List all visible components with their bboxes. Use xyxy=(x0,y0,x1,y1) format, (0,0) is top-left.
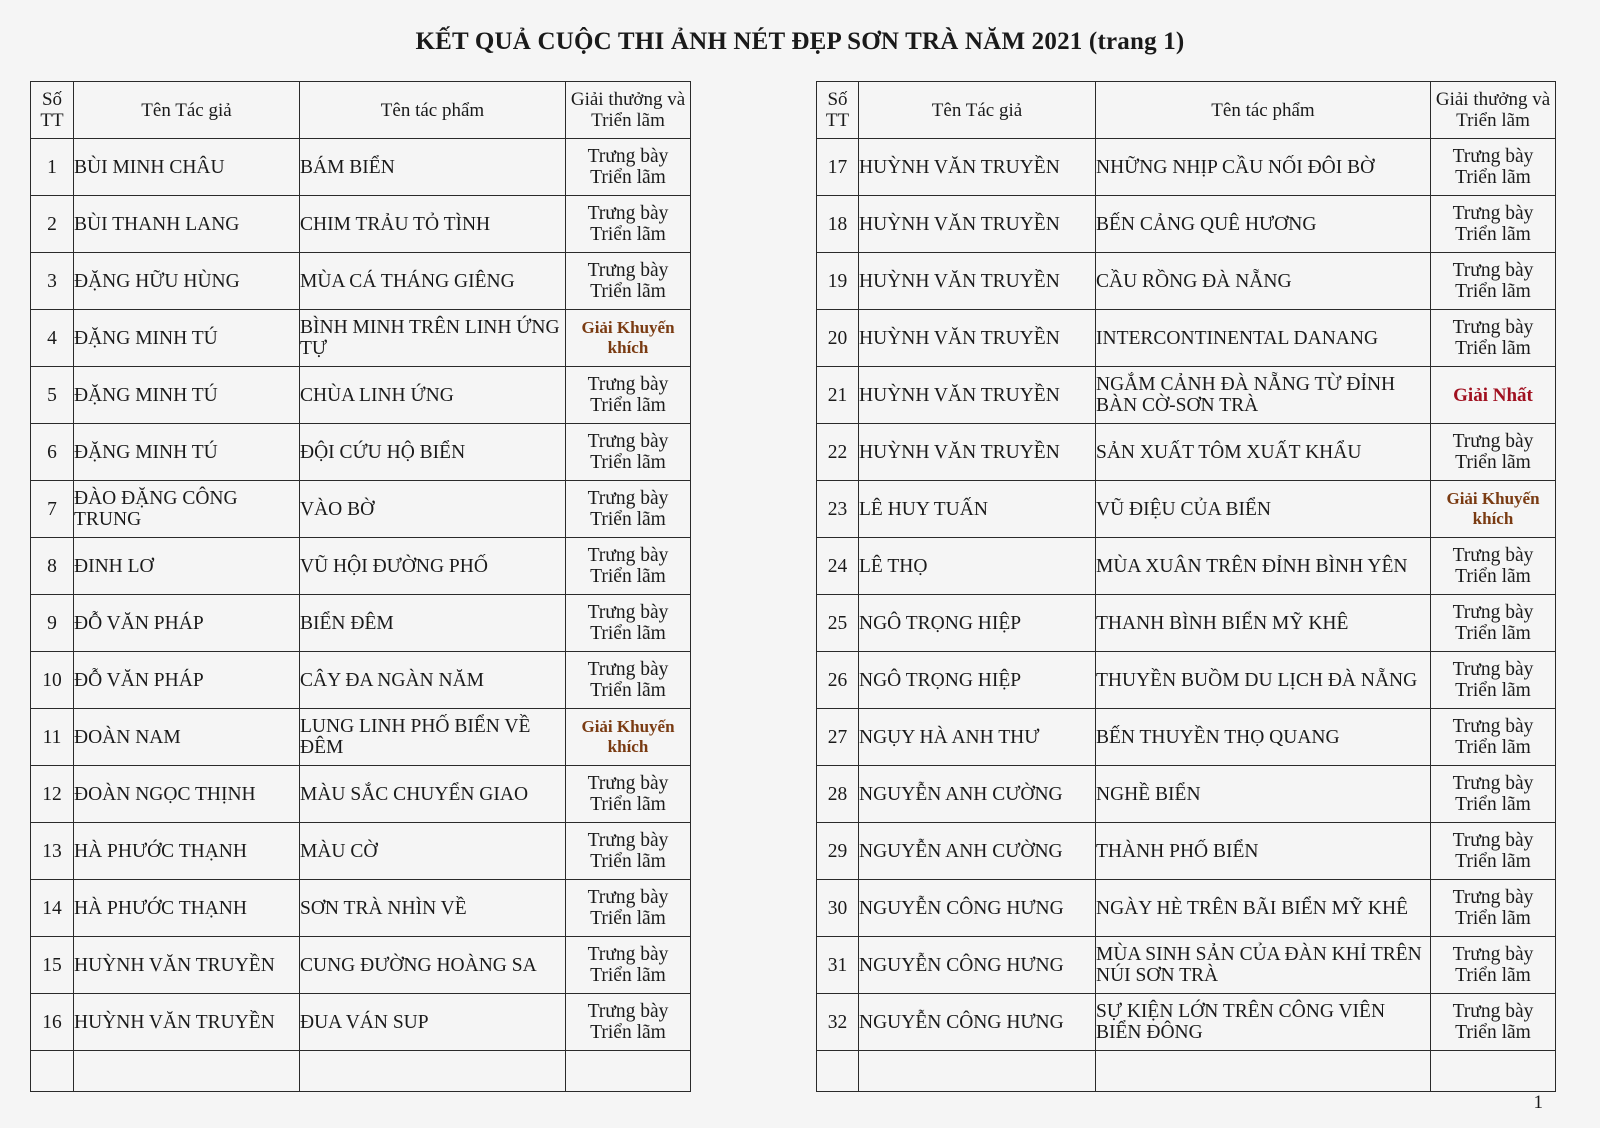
cell-stt: 32 xyxy=(817,994,859,1051)
table-row xyxy=(31,538,691,595)
cell-award: Trưng bày Triển lãm xyxy=(566,196,691,253)
cell-work: THÀNH PHỐ BIỂN xyxy=(1096,823,1431,880)
cell-stt: 2 xyxy=(31,196,74,253)
cell-author: ĐINH LƠ xyxy=(74,538,300,595)
table-row xyxy=(31,139,691,196)
cell-author: HUỲNH VĂN TRUYỀN xyxy=(859,139,1096,196)
table-row xyxy=(31,994,691,1051)
cell-work: CÂY ĐA NGÀN NĂM xyxy=(300,652,566,709)
cell-author: ĐOÀN NAM xyxy=(74,709,300,766)
cell-stt: 27 xyxy=(817,709,859,766)
cell-author: HUỲNH VĂN TRUYỀN xyxy=(859,196,1096,253)
header-work: Tên tác phẩm xyxy=(1096,82,1431,139)
cell-stt: 11 xyxy=(31,709,74,766)
table-row xyxy=(817,595,1556,652)
cell-author: NGÔ TRỌNG HIỆP xyxy=(859,652,1096,709)
cell-stt: 10 xyxy=(31,652,74,709)
cell-author: LÊ THỌ xyxy=(859,538,1096,595)
cell-work: BIỂN ĐÊM xyxy=(300,595,566,652)
empty-cell xyxy=(300,1051,566,1092)
cell-author: NGUYỄN ANH CƯỜNG xyxy=(859,766,1096,823)
cell-award: Giải Khuyến khích xyxy=(1431,481,1556,538)
cell-award: Trưng bày Triển lãm xyxy=(1431,709,1556,766)
cell-work: NGHỀ BIỂN xyxy=(1096,766,1431,823)
empty-cell xyxy=(74,1051,300,1092)
results-table-left xyxy=(30,81,691,1092)
table-row xyxy=(31,367,691,424)
table-row xyxy=(817,937,1556,994)
header-work: Tên tác phẩm xyxy=(300,82,566,139)
cell-stt: 17 xyxy=(817,139,859,196)
cell-stt: 23 xyxy=(817,481,859,538)
cell-work: BÌNH MINH TRÊN LINH ỨNG TỰ xyxy=(300,310,566,367)
cell-work: NGÀY HÈ TRÊN BÃI BIỂN MỸ KHÊ xyxy=(1096,880,1431,937)
cell-stt: 18 xyxy=(817,196,859,253)
cell-stt: 22 xyxy=(817,424,859,481)
table-row xyxy=(31,823,691,880)
cell-author: BÙI MINH CHÂU xyxy=(74,139,300,196)
table-row xyxy=(817,880,1556,937)
cell-author: NGUYỄN CÔNG HƯNG xyxy=(859,937,1096,994)
cell-stt: 4 xyxy=(31,310,74,367)
cell-work: VŨ HỘI ĐƯỜNG PHỐ xyxy=(300,538,566,595)
cell-author: HUỲNH VĂN TRUYỀN xyxy=(859,253,1096,310)
cell-author: NGÔ TRỌNG HIỆP xyxy=(859,595,1096,652)
table-row xyxy=(817,766,1556,823)
cell-author: ĐẶNG MINH TÚ xyxy=(74,310,300,367)
cell-award: Trưng bày Triển lãm xyxy=(1431,937,1556,994)
cell-work: CUNG ĐƯỜNG HOÀNG SA xyxy=(300,937,566,994)
cell-award: Trưng bày Triển lãm xyxy=(566,595,691,652)
cell-author: ĐOÀN NGỌC THỊNH xyxy=(74,766,300,823)
empty-row xyxy=(817,1051,1556,1092)
table-row xyxy=(31,937,691,994)
table-row xyxy=(817,367,1556,424)
cell-award: Giải Nhất xyxy=(1431,367,1556,424)
header-award: Giải thưởng và Triển lãm xyxy=(566,82,691,139)
cell-author: ĐẶNG MINH TÚ xyxy=(74,367,300,424)
cell-stt: 3 xyxy=(31,253,74,310)
cell-stt: 21 xyxy=(817,367,859,424)
table-row xyxy=(31,481,691,538)
cell-author: HUỲNH VĂN TRUYỀN xyxy=(74,994,300,1051)
empty-cell xyxy=(1096,1051,1431,1092)
table-row xyxy=(31,595,691,652)
cell-award: Trưng bày Triển lãm xyxy=(566,652,691,709)
table-row xyxy=(31,766,691,823)
cell-award: Trưng bày Triển lãm xyxy=(1431,253,1556,310)
empty-cell xyxy=(566,1051,691,1092)
cell-award: Trưng bày Triển lãm xyxy=(566,766,691,823)
cell-author: NGUYỄN CÔNG HƯNG xyxy=(859,994,1096,1051)
cell-work: THANH BÌNH BIỂN MỸ KHÊ xyxy=(1096,595,1431,652)
cell-author: ĐẶNG MINH TÚ xyxy=(74,424,300,481)
cell-stt: 24 xyxy=(817,538,859,595)
cell-author: HÀ PHƯỚC THẠNH xyxy=(74,880,300,937)
table-row xyxy=(817,823,1556,880)
cell-work: MÙA SINH SẢN CỦA ĐÀN KHỈ TRÊN NÚI SƠN TRÀ xyxy=(1096,937,1431,994)
cell-work: THUYỀN BUỒM DU LỊCH ĐÀ NẴNG xyxy=(1096,652,1431,709)
empty-cell xyxy=(1431,1051,1556,1092)
cell-work: BẾN THUYỀN THỌ QUANG xyxy=(1096,709,1431,766)
cell-award: Trưng bày Triển lãm xyxy=(1431,994,1556,1051)
cell-award: Trưng bày Triển lãm xyxy=(566,424,691,481)
cell-stt: 28 xyxy=(817,766,859,823)
cell-award: Trưng bày Triển lãm xyxy=(1431,595,1556,652)
header-stt: Số TT xyxy=(31,82,74,139)
cell-award: Trưng bày Triển lãm xyxy=(566,367,691,424)
cell-award: Trưng bày Triển lãm xyxy=(566,139,691,196)
cell-stt: 30 xyxy=(817,880,859,937)
cell-award: Trưng bày Triển lãm xyxy=(1431,196,1556,253)
table-body-left xyxy=(31,139,691,1092)
cell-work: VÀO BỜ xyxy=(300,481,566,538)
cell-work: BÁM BIỂN xyxy=(300,139,566,196)
table-row xyxy=(31,424,691,481)
cell-award: Trưng bày Triển lãm xyxy=(1431,823,1556,880)
cell-award: Giải Khuyến khích xyxy=(566,310,691,367)
cell-work: SƠN TRÀ NHÌN VỀ xyxy=(300,880,566,937)
cell-work: MÀU CỜ xyxy=(300,823,566,880)
empty-cell xyxy=(859,1051,1096,1092)
cell-work: INTERCONTINENTAL DANANG xyxy=(1096,310,1431,367)
cell-author: ĐÀO ĐẶNG CÔNG TRUNG xyxy=(74,481,300,538)
cell-award: Giải Khuyến khích xyxy=(566,709,691,766)
results-table-right xyxy=(816,81,1556,1092)
table-header-row xyxy=(31,82,691,139)
cell-award: Trưng bày Triển lãm xyxy=(1431,880,1556,937)
cell-work: LUNG LINH PHỐ BIỂN VỀ ĐÊM xyxy=(300,709,566,766)
table-row xyxy=(31,253,691,310)
cell-author: NGUYỄN ANH CƯỜNG xyxy=(859,823,1096,880)
cell-stt: 12 xyxy=(31,766,74,823)
cell-stt: 31 xyxy=(817,937,859,994)
cell-award: Trưng bày Triển lãm xyxy=(1431,538,1556,595)
cell-award: Trưng bày Triển lãm xyxy=(566,823,691,880)
cell-award: Trưng bày Triển lãm xyxy=(566,880,691,937)
cell-work: ĐỘI CỨU HỘ BIỂN xyxy=(300,424,566,481)
cell-award: Trưng bày Triển lãm xyxy=(566,253,691,310)
cell-work: SẢN XUẤT TÔM XUẤT KHẨU xyxy=(1096,424,1431,481)
cell-award: Trưng bày Triển lãm xyxy=(1431,139,1556,196)
cell-award: Trưng bày Triển lãm xyxy=(1431,652,1556,709)
cell-author: ĐỖ VĂN PHÁP xyxy=(74,652,300,709)
cell-author: NGUYỄN CÔNG HƯNG xyxy=(859,880,1096,937)
cell-author: NGỤY HÀ ANH THƯ xyxy=(859,709,1096,766)
cell-stt: 1 xyxy=(31,139,74,196)
header-author: Tên Tác giả xyxy=(859,82,1096,139)
table-row xyxy=(817,481,1556,538)
cell-stt: 20 xyxy=(817,310,859,367)
empty-cell xyxy=(817,1051,859,1092)
table-row xyxy=(817,310,1556,367)
cell-award: Trưng bày Triển lãm xyxy=(566,937,691,994)
cell-stt: 26 xyxy=(817,652,859,709)
cell-author: HUỲNH VĂN TRUYỀN xyxy=(859,424,1096,481)
table-row xyxy=(31,709,691,766)
cell-stt: 15 xyxy=(31,937,74,994)
table-row xyxy=(817,652,1556,709)
table-body-right xyxy=(817,139,1556,1092)
cell-work: MÙA XUÂN TRÊN ĐỈNH BÌNH YÊN xyxy=(1096,538,1431,595)
cell-author: HÀ PHƯỚC THẠNH xyxy=(74,823,300,880)
header-award: Giải thưởng và Triển lãm xyxy=(1431,82,1556,139)
table-row xyxy=(817,253,1556,310)
header-author: Tên Tác giả xyxy=(74,82,300,139)
cell-work: SỰ KIỆN LỚN TRÊN CÔNG VIÊN BIỂN ĐÔNG xyxy=(1096,994,1431,1051)
cell-award: Trưng bày Triển lãm xyxy=(566,481,691,538)
empty-cell xyxy=(31,1051,74,1092)
table-row xyxy=(817,538,1556,595)
table-row xyxy=(817,139,1556,196)
cell-work: CẦU RỒNG ĐÀ NẴNG xyxy=(1096,253,1431,310)
cell-award: Trưng bày Triển lãm xyxy=(1431,310,1556,367)
cell-author: HUỲNH VĂN TRUYỀN xyxy=(859,310,1096,367)
cell-author: ĐỖ VĂN PHÁP xyxy=(74,595,300,652)
table-row xyxy=(817,424,1556,481)
cell-stt: 5 xyxy=(31,367,74,424)
cell-work: CHÙA LINH ỨNG xyxy=(300,367,566,424)
table-row xyxy=(31,652,691,709)
cell-work: NGẮM CẢNH ĐÀ NẴNG TỪ ĐỈNH BÀN CỜ-SƠN TRÀ xyxy=(1096,367,1431,424)
cell-work: MÀU SẮC CHUYỂN GIAO xyxy=(300,766,566,823)
table-header-row xyxy=(817,82,1556,139)
cell-stt: 29 xyxy=(817,823,859,880)
cell-stt: 25 xyxy=(817,595,859,652)
cell-stt: 19 xyxy=(817,253,859,310)
table-row xyxy=(817,196,1556,253)
table-row xyxy=(817,709,1556,766)
table-row xyxy=(31,310,691,367)
cell-work: VŨ ĐIỆU CỦA BIỂN xyxy=(1096,481,1431,538)
table-row xyxy=(31,196,691,253)
cell-author: HUỲNH VĂN TRUYỀN xyxy=(859,367,1096,424)
cell-award: Trưng bày Triển lãm xyxy=(1431,424,1556,481)
cell-work: NHỮNG NHỊP CẦU NỐI ĐÔI BỜ xyxy=(1096,139,1431,196)
cell-award: Trưng bày Triển lãm xyxy=(566,994,691,1051)
cell-award: Trưng bày Triển lãm xyxy=(566,538,691,595)
cell-stt: 16 xyxy=(31,994,74,1051)
cell-work: MÙA CÁ THÁNG GIÊNG xyxy=(300,253,566,310)
cell-work: BẾN CẢNG QUÊ HƯƠNG xyxy=(1096,196,1431,253)
empty-row xyxy=(31,1051,691,1092)
cell-work: ĐUA VÁN SUP xyxy=(300,994,566,1051)
cell-stt: 13 xyxy=(31,823,74,880)
cell-author: LÊ HUY TUẤN xyxy=(859,481,1096,538)
cell-stt: 7 xyxy=(31,481,74,538)
page-title: KẾT QUẢ CUỘC THI ẢNH NÉT ĐẸP SƠN TRÀ NĂM 2021 (trang 1) xyxy=(415,28,1185,55)
cell-stt: 9 xyxy=(31,595,74,652)
page-number: 1 xyxy=(1533,1092,1543,1113)
cell-work: CHIM TRẢU TỎ TÌNH xyxy=(300,196,566,253)
header-stt: Số TT xyxy=(817,82,859,139)
cell-author: BÙI THANH LANG xyxy=(74,196,300,253)
cell-author: HUỲNH VĂN TRUYỀN xyxy=(74,937,300,994)
table-row xyxy=(817,994,1556,1051)
cell-author: ĐẶNG HỮU HÙNG xyxy=(74,253,300,310)
cell-stt: 8 xyxy=(31,538,74,595)
cell-award: Trưng bày Triển lãm xyxy=(1431,766,1556,823)
cell-stt: 14 xyxy=(31,880,74,937)
table-row xyxy=(31,880,691,937)
cell-stt: 6 xyxy=(31,424,74,481)
